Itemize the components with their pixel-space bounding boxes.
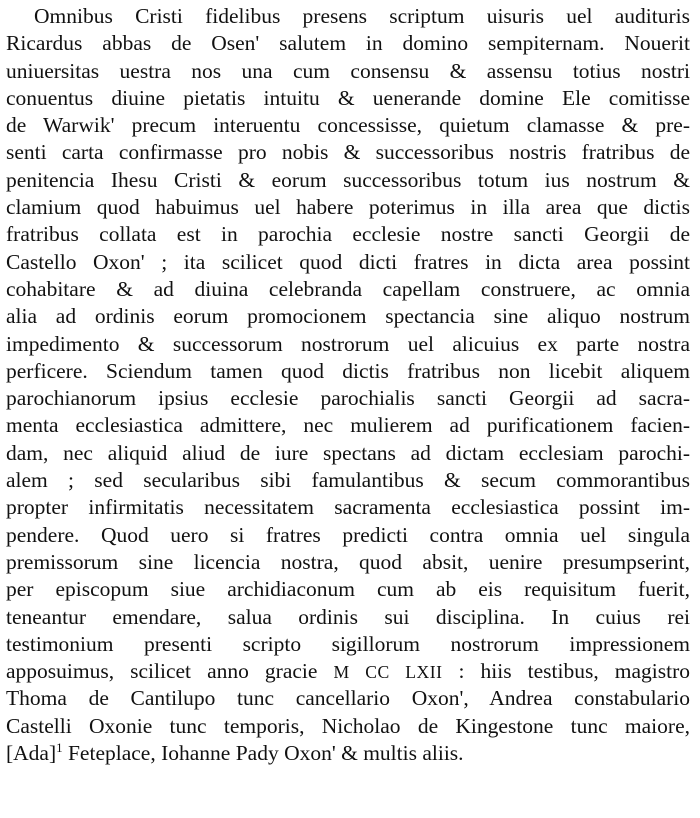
text-line: teneantur emendare, salua ordinis sui disciplina. In cuius rei bbox=[6, 604, 690, 629]
footnote-mark[interactable]: 1 bbox=[56, 740, 63, 755]
text-line: cohabitare & ad diuina celebranda capellam construere, ac omnia bbox=[6, 276, 690, 301]
text-line-final bbox=[6, 740, 690, 767]
year-numeral: M CC LXII bbox=[333, 662, 443, 683]
text-line: alem ; sed secularibus sibi famulantibus & secum commorantibus bbox=[6, 468, 690, 493]
charter-text bbox=[6, 3, 690, 767]
text-line: Ricardus abbas de Osen' salutem in domino sempiternam. Nouerit bbox=[6, 31, 690, 56]
text-line: pendere. Quod uero si fratres predicti contra omnia uel singula bbox=[6, 522, 690, 547]
text-line: propter infirmitatis necessitatem sacramenta ecclesiastica possint im- bbox=[6, 495, 690, 520]
text-line: conuentus diuine pietatis intuitu & uenerande domine Ele comitisse bbox=[6, 85, 690, 110]
text-line: penitencia Ihesu Cristi & eorum successoribus totum ius nostrum & bbox=[6, 167, 690, 192]
text-line: dam, nec aliquid aliud de iure spectans ad dictam ecclesiam parochi- bbox=[6, 440, 690, 465]
text-line: Castello Oxon' ; ita scilicet quod dicti fratres in dicta area possint bbox=[6, 249, 690, 274]
text-line: fratribus collata est in parochia ecclesie nostre sancti Georgii de bbox=[6, 222, 690, 247]
text-line: premissorum sine licencia nostra, quod absit, uenire presumpserint, bbox=[6, 549, 690, 574]
text-line: menta ecclesiastica admittere, nec mulierem ad purificationem facien- bbox=[6, 413, 690, 438]
text-line: per episcopum siue archidiaconum cum ab eis requisitum fuerit, bbox=[6, 577, 690, 602]
text-line: parochianorum ipsius ecclesie parochialis sancti Georgii ad sacra- bbox=[6, 386, 690, 411]
text-line: impedimento & successorum nostrorum uel alicuius ex parte nostra bbox=[6, 331, 690, 356]
text-line: Castelli Oxonie tunc temporis, Nicholao de Kingestone tunc maiore, bbox=[6, 713, 690, 738]
text-line: Thoma de Cantilupo tunc cancellario Oxon', Andrea constabulario bbox=[6, 686, 690, 711]
bracketed-name: [Ada] bbox=[6, 741, 57, 766]
text-line: testimonium presenti scripto sigillorum nostrorum impressionem bbox=[6, 631, 690, 656]
text-line: de Warwik' precum interuentu concessisse, quietum clamasse & pre- bbox=[6, 113, 690, 138]
text-line-date bbox=[6, 658, 690, 685]
text-line: perficere. Sciendum tamen quod dictis fratribus non licebit aliquem bbox=[6, 358, 690, 383]
text-line: senti carta confirmasse pro nobis & successoribus nostris fratribus de bbox=[6, 140, 690, 165]
text-line: uniuersitas uestra nos una cum consensu & assensu totius nostri bbox=[6, 58, 690, 83]
text-line: clamium quod habuimus uel habere poterimus in illa area que dictis bbox=[6, 195, 690, 220]
text-line: alia ad ordinis eorum promocionem spectancia sine aliquo nostrum bbox=[6, 304, 690, 329]
date-prefix: apposuimus, scilicet anno gracie bbox=[6, 659, 318, 684]
text-line: Omnibus Cristi fidelibus presens scriptum uisuris uel audituris bbox=[34, 4, 690, 28]
final-text: Feteplace, Iohanne Pady Oxon' & multis aliis. bbox=[67, 741, 464, 766]
date-suffix: : hiis testibus, magistro bbox=[458, 659, 690, 684]
